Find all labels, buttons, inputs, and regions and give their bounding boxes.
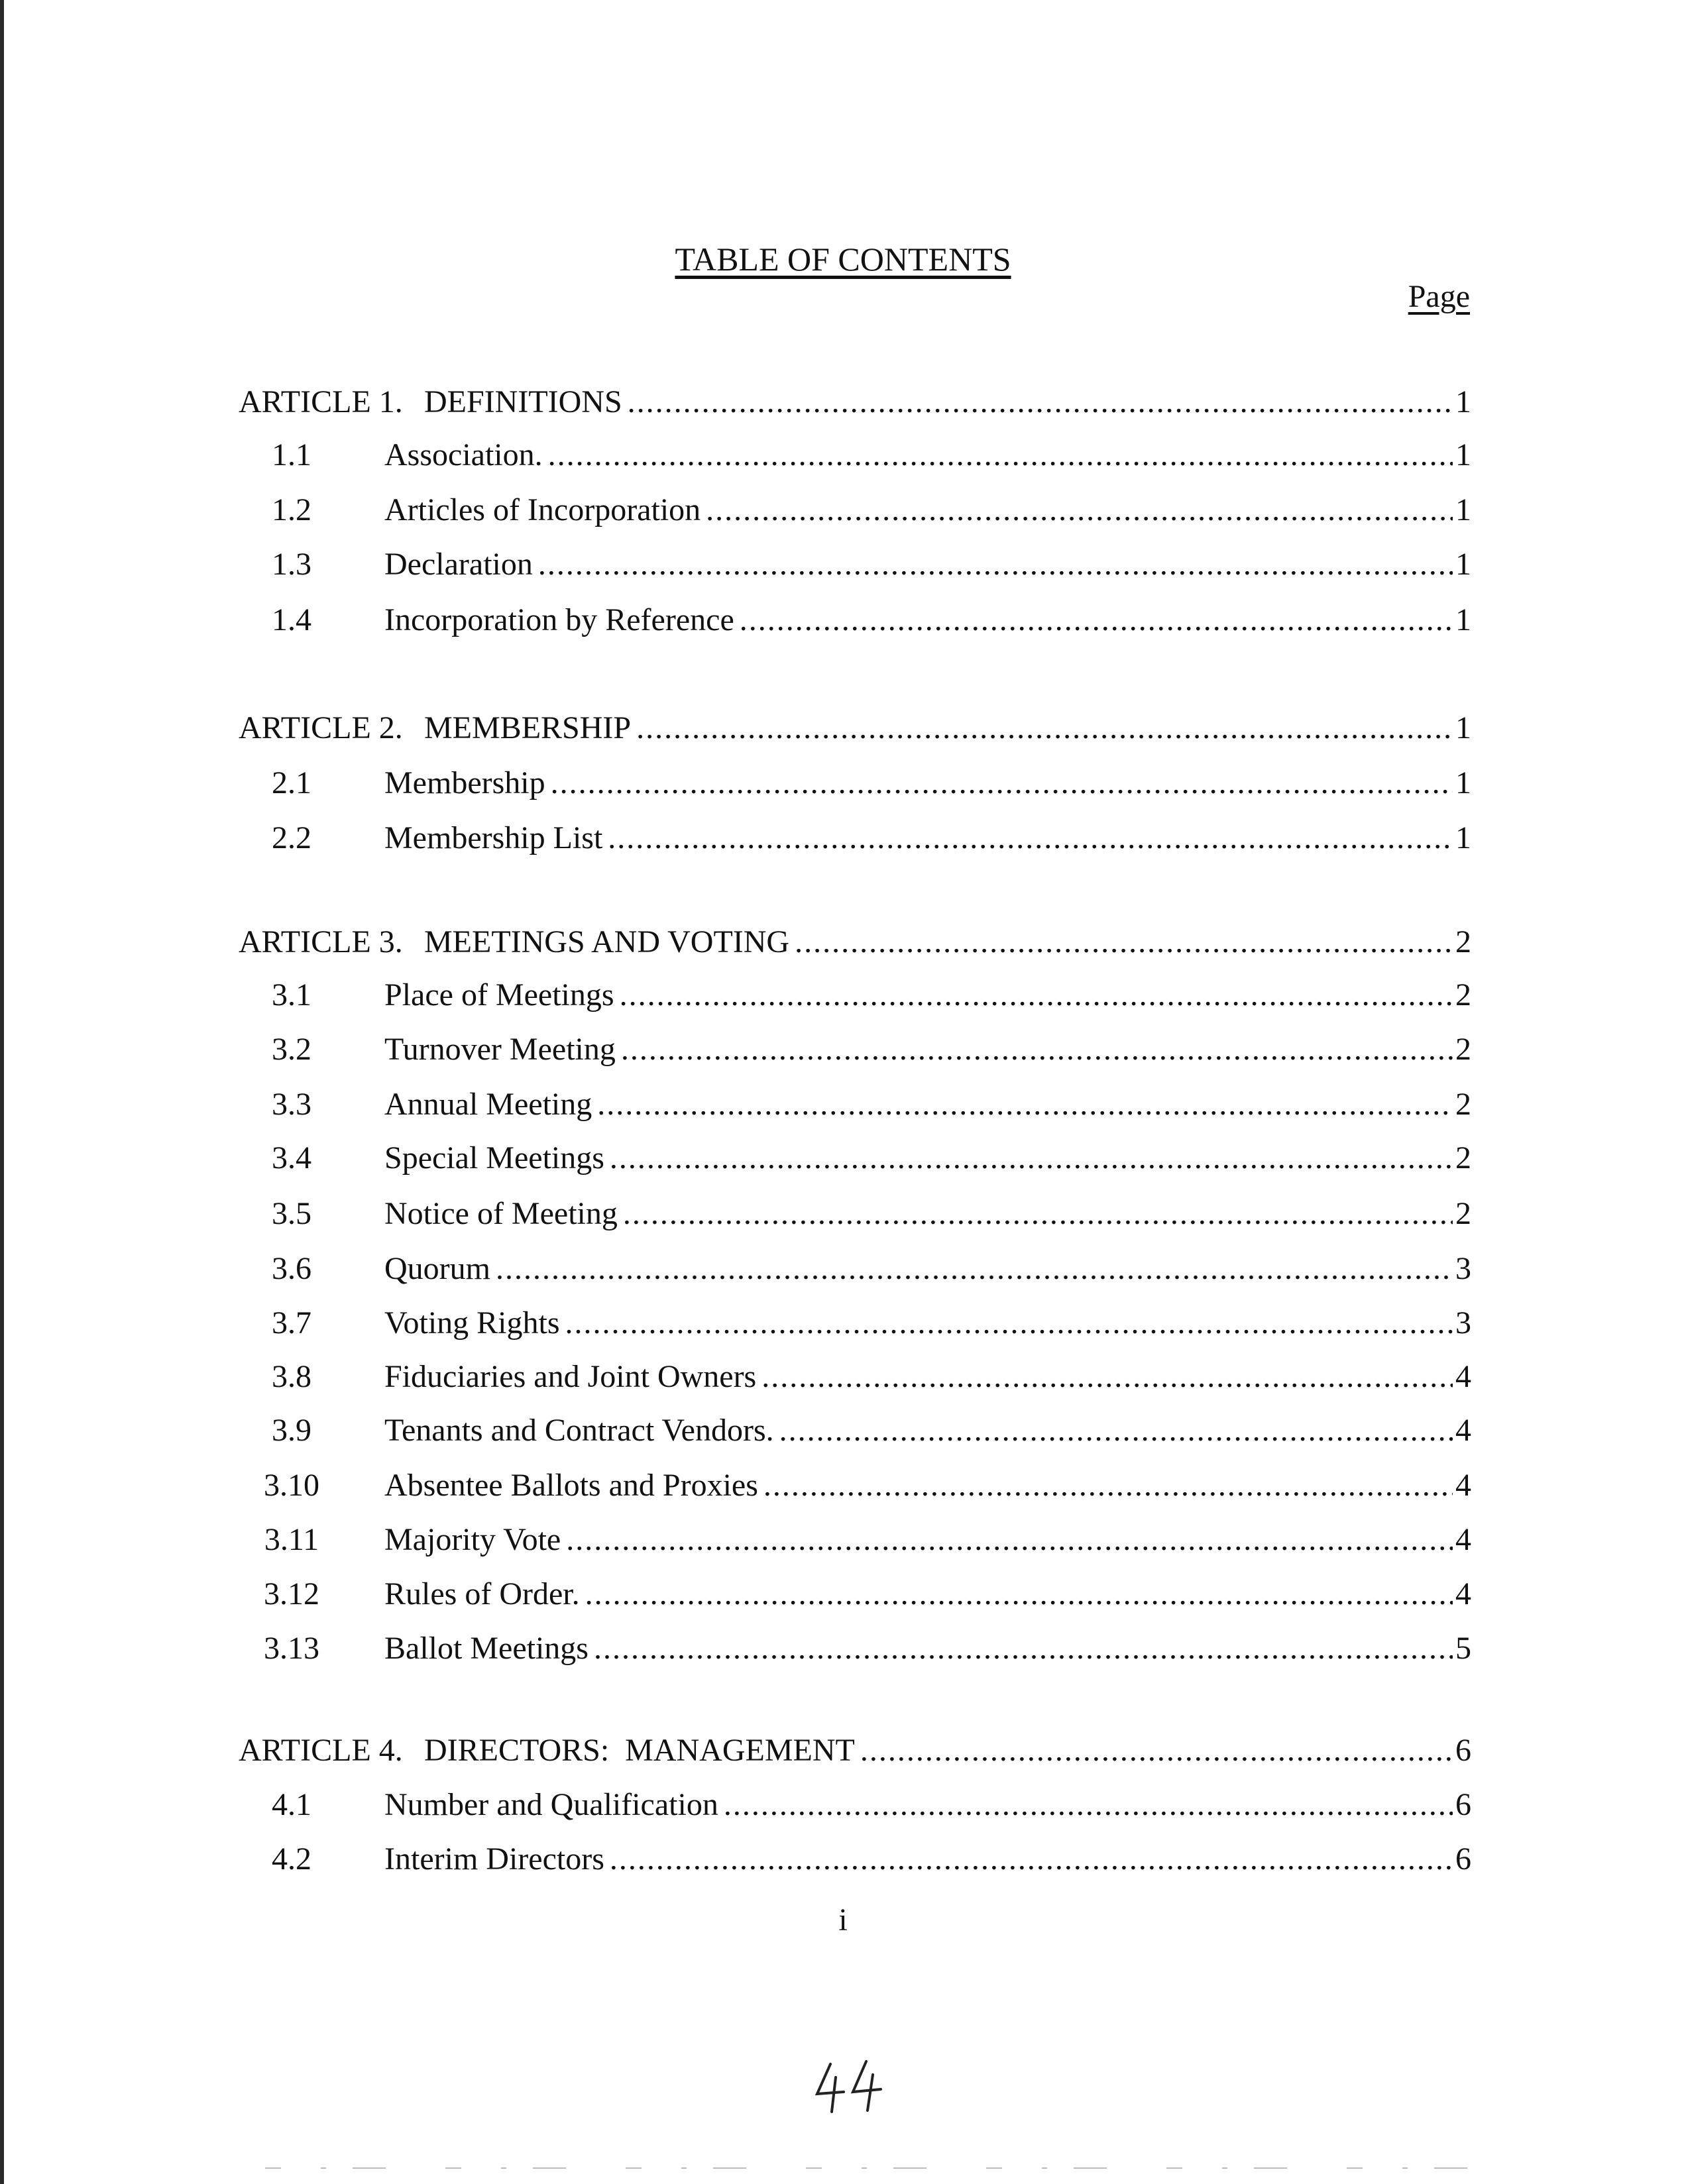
section-page: 2	[1455, 1032, 1471, 1067]
article-title: MEMBERSHIP	[424, 710, 632, 745]
toc-section-1-2[interactable]	[239, 489, 1471, 531]
section-number: 3.1	[272, 977, 311, 1012]
toc-section-1-1[interactable]	[239, 434, 1471, 476]
section-number: 1.1	[272, 437, 311, 472]
article-number: ARTICLE 3.	[239, 924, 403, 959]
dot-leader	[623, 1193, 1453, 1235]
dot-leader	[621, 1028, 1453, 1071]
dot-leader	[795, 921, 1453, 963]
section-number: 1.2	[272, 492, 311, 527]
toc-section-4-2[interactable]	[239, 1838, 1471, 1881]
section-title: Turnover Meeting	[384, 1032, 616, 1067]
dot-leader	[538, 543, 1453, 586]
toc-section-3-12[interactable]	[239, 1573, 1471, 1615]
section-number: 3.13	[264, 1631, 319, 1666]
dot-leader	[779, 1409, 1453, 1452]
section-page: 2	[1455, 1087, 1471, 1122]
section-page: 2	[1455, 1196, 1471, 1231]
section-title: Number and Qualification	[384, 1787, 718, 1822]
dot-leader	[610, 1838, 1453, 1881]
dot-leader	[565, 1302, 1453, 1344]
dot-leader	[740, 599, 1453, 641]
footer-page-number: i	[838, 1902, 848, 1938]
section-number: 1.3	[272, 547, 311, 582]
article-title: DEFINITIONS	[424, 384, 622, 419]
article-page: 1	[1455, 710, 1471, 745]
article-number: ARTICLE 1.	[239, 384, 403, 419]
section-title: Majority Vote	[384, 1522, 561, 1557]
section-title: Place of Meetings	[384, 977, 614, 1012]
section-number: 2.2	[272, 820, 311, 855]
dot-leader	[566, 1519, 1453, 1561]
section-title: Interim Directors	[384, 1841, 604, 1877]
article-title: DIRECTORS: MANAGEMENT	[424, 1733, 855, 1768]
section-title: Ballot Meetings	[384, 1631, 589, 1666]
section-page: 4	[1455, 1413, 1471, 1448]
toc-article-2[interactable]	[239, 707, 1471, 749]
section-title: Absentee Ballots and Proxies	[384, 1468, 758, 1503]
table-of-contents	[239, 0, 1471, 2184]
dot-leader	[628, 381, 1453, 423]
section-number: 3.10	[264, 1468, 319, 1503]
toc-section-2-2[interactable]	[239, 817, 1471, 859]
section-number: 3.4	[272, 1140, 311, 1175]
section-title: Notice of Meeting	[384, 1196, 618, 1231]
dot-leader	[597, 1083, 1453, 1126]
toc-article-4[interactable]	[239, 1729, 1471, 1772]
section-number: 3.7	[272, 1305, 311, 1340]
section-page: 4	[1455, 1468, 1471, 1503]
section-title: Quorum	[384, 1251, 490, 1286]
toc-section-3-2[interactable]	[239, 1028, 1471, 1071]
section-title: Voting Rights	[384, 1305, 560, 1340]
toc-section-3-3[interactable]	[239, 1083, 1471, 1126]
article-number: ARTICLE 2.	[239, 710, 403, 745]
toc-section-3-5[interactable]	[239, 1193, 1471, 1235]
section-number: 3.3	[272, 1087, 311, 1122]
section-title: Special Meetings	[384, 1140, 604, 1175]
dot-leader	[636, 707, 1453, 749]
article-number: ARTICLE 4.	[239, 1733, 403, 1768]
section-page: 6	[1455, 1841, 1471, 1877]
dot-leader	[548, 434, 1453, 476]
toc-section-3-8[interactable]	[239, 1356, 1471, 1398]
dot-leader	[620, 974, 1453, 1016]
section-title: Incorporation by Reference	[384, 602, 734, 637]
toc-article-3[interactable]	[239, 921, 1471, 963]
toc-section-3-1[interactable]	[239, 974, 1471, 1016]
document-title: TABLE OF CONTENTS	[675, 241, 1011, 278]
section-page: 1	[1455, 602, 1471, 637]
section-page: 5	[1455, 1631, 1471, 1666]
toc-section-4-1[interactable]	[239, 1784, 1471, 1826]
section-page: 1	[1455, 765, 1471, 800]
toc-article-1[interactable]	[239, 381, 1471, 423]
section-number: 4.2	[272, 1841, 311, 1877]
page-column-label: Page	[1408, 279, 1470, 314]
toc-section-3-4[interactable]	[239, 1137, 1471, 1179]
scan-left-edge	[0, 0, 4, 2184]
section-page: 3	[1455, 1305, 1471, 1340]
dot-leader	[608, 817, 1453, 859]
section-number: 3.11	[264, 1522, 319, 1557]
section-number: 2.1	[272, 765, 311, 800]
article-title: MEETINGS AND VOTING	[424, 924, 790, 959]
section-page: 1	[1455, 492, 1471, 527]
section-page: 4	[1455, 1576, 1471, 1611]
toc-section-3-11[interactable]	[239, 1519, 1471, 1561]
section-title: Tenants and Contract Vendors.	[384, 1413, 774, 1448]
section-title: Annual Meeting	[384, 1087, 592, 1122]
article-page: 6	[1455, 1733, 1471, 1768]
section-number: 3.2	[272, 1032, 311, 1067]
toc-section-3-13[interactable]	[239, 1627, 1471, 1670]
dot-leader	[551, 762, 1453, 804]
section-title: Fiduciaries and Joint Owners	[384, 1359, 757, 1394]
section-page: 1	[1455, 437, 1471, 472]
section-title: Declaration	[384, 547, 533, 582]
handwritten-page-mark	[812, 2057, 891, 2117]
section-title: Association.	[384, 437, 543, 472]
toc-section-1-3[interactable]	[239, 543, 1471, 586]
section-title: Membership List	[384, 820, 603, 855]
section-page: 1	[1455, 820, 1471, 855]
toc-section-3-6[interactable]	[239, 1248, 1471, 1290]
section-page: 1	[1455, 547, 1471, 582]
dot-leader	[610, 1137, 1453, 1179]
toc-section-1-4[interactable]	[239, 599, 1471, 641]
section-page: 2	[1455, 977, 1471, 1012]
dot-leader	[496, 1248, 1453, 1290]
article-page: 2	[1455, 924, 1471, 959]
dot-leader	[585, 1573, 1453, 1615]
section-number: 3.9	[272, 1413, 311, 1448]
section-page: 6	[1455, 1787, 1471, 1822]
dot-leader	[761, 1356, 1453, 1398]
toc-section-3-7[interactable]	[239, 1302, 1471, 1344]
section-page: 4	[1455, 1359, 1471, 1394]
toc-section-3-9[interactable]	[239, 1409, 1471, 1452]
dot-leader	[706, 489, 1453, 531]
section-number: 3.5	[272, 1196, 311, 1231]
section-number: 4.1	[272, 1787, 311, 1822]
section-page: 4	[1455, 1522, 1471, 1557]
dot-leader	[763, 1464, 1453, 1507]
toc-section-3-10[interactable]	[239, 1464, 1471, 1507]
article-page: 1	[1455, 384, 1471, 419]
section-number: 3.12	[264, 1576, 319, 1611]
scan-artifact-line	[265, 2165, 1498, 2171]
section-title: Articles of Incorporation	[384, 492, 701, 527]
dot-leader	[594, 1627, 1453, 1670]
section-page: 3	[1455, 1251, 1471, 1286]
section-page: 2	[1455, 1140, 1471, 1175]
section-title: Rules of Order.	[384, 1576, 580, 1611]
section-number: 3.8	[272, 1359, 311, 1394]
toc-section-2-1[interactable]	[239, 762, 1471, 804]
section-number: 1.4	[272, 602, 311, 637]
section-number: 3.6	[272, 1251, 311, 1286]
dot-leader	[860, 1729, 1453, 1772]
dot-leader	[724, 1784, 1453, 1826]
section-title: Membership	[384, 765, 545, 800]
